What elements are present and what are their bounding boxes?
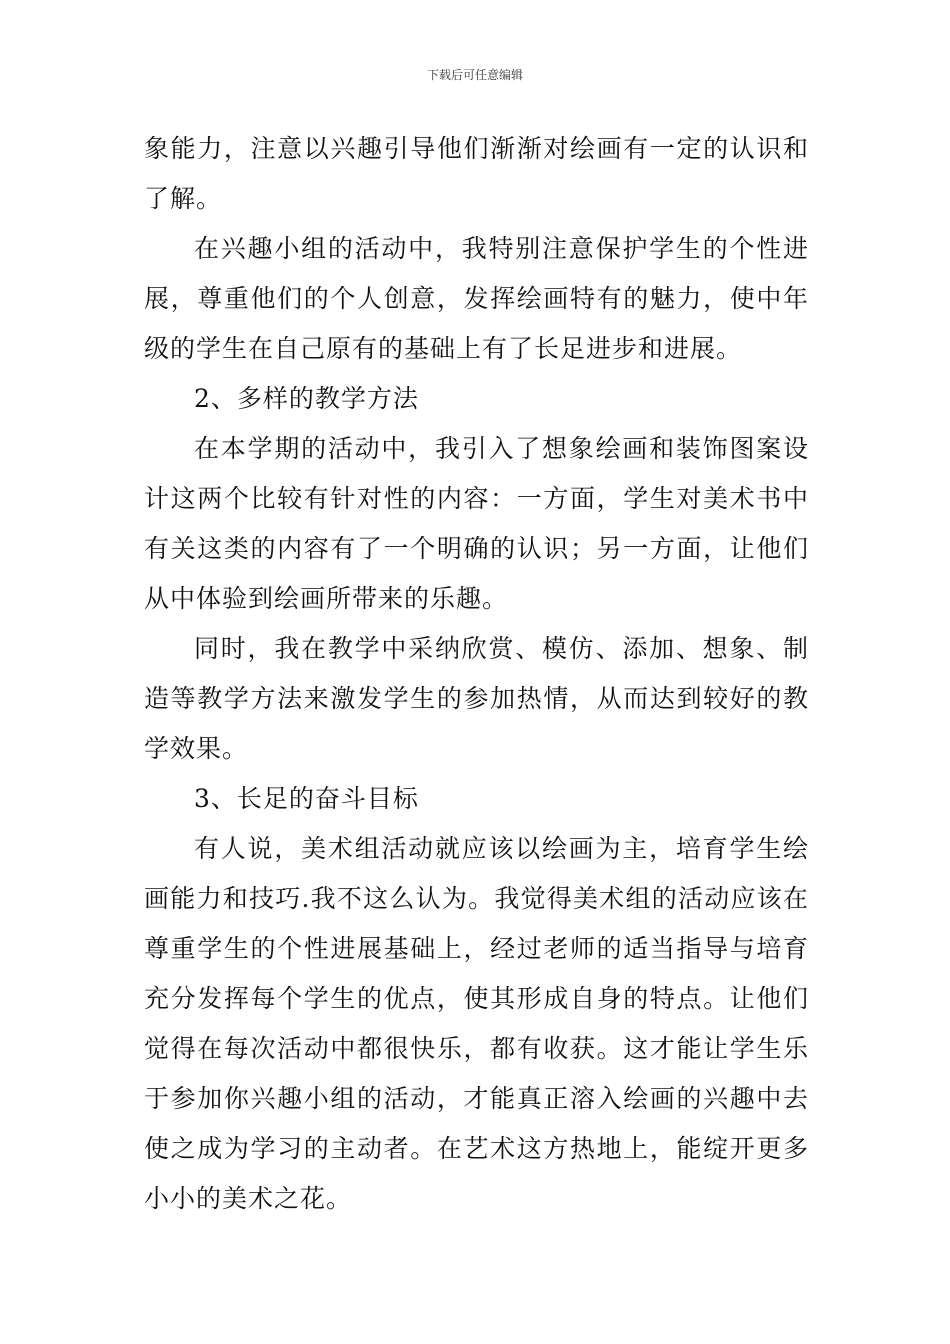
paragraph-interest-group: 在兴趣小组的活动中，我特别注意保护学生的个性进展，尊重他们的个人创意，发挥绘画特有的魅力，使中年级的学生在自己原有的基础上有了长足进步和进展。 xyxy=(144,234,809,363)
paragraph-activities: 在本学期的活动中，我引入了想象绘画和装饰图案设计这两个比较有针对性的内容：一方面，学生对美术书中有关这类的内容有了一个明确的认识；另一方面，让他们从中体验到绘画所带来的乐趣。 xyxy=(144,434,809,613)
document-body xyxy=(144,124,809,1224)
section-heading-teaching-methods: 2、多样的教学方法 xyxy=(194,384,419,413)
paragraph-goals: 有人说，美术组活动就应该以绘画为主，培育学生绘画能力和技巧.我不这么认为。我觉得美术组的活动应该在尊重学生的个性进展基础上，经过老师的适当指导与培育充分发挥每个学生的优点，使其形成自身的特点。让他们觉得在每次活动中都很快乐，都有收获。这才能让学生乐于参加你兴趣小组的活动，才能真正溶入绘画的兴趣中去使之成为学习的主动者。在艺术这方热地上，能绽开更多小小的美术之花。 xyxy=(144,834,809,1213)
page-header-note: 下载后可任意编辑 xyxy=(426,68,523,82)
section-heading-goals: 3、长足的奋斗目标 xyxy=(194,784,419,813)
paragraph-methods: 同时，我在教学中采纳欣赏、模仿、添加、想象、制造等教学方法来激发学生的参加热情，从而达到较好的教学效果。 xyxy=(144,634,809,763)
paragraph-continuation: 象能力，注意以兴趣引导他们渐渐对绘画有一定的认识和了解。 xyxy=(144,134,809,213)
